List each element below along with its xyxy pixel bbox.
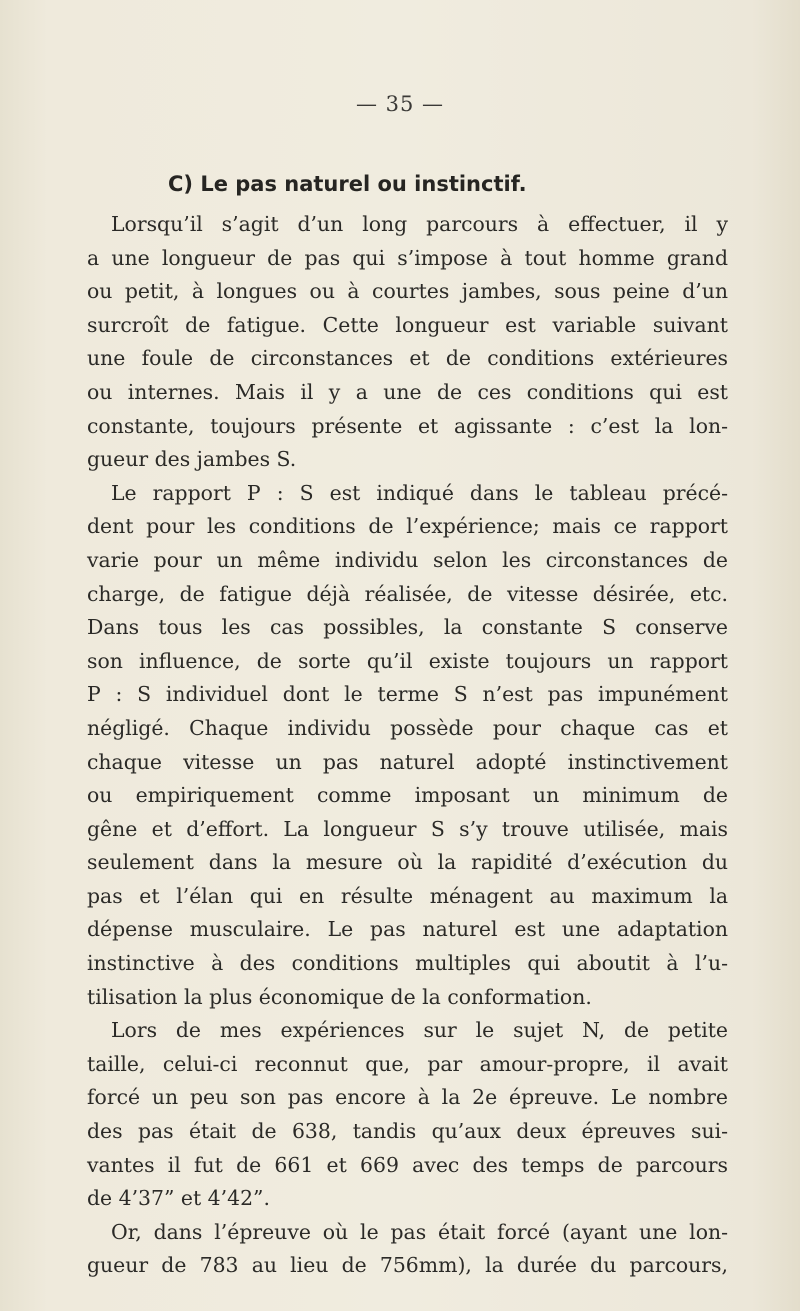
text-line: a une longueur de pas qui s’impose à tout homme grand <box>87 245 728 270</box>
text-line: pas et l’élan qui en résulte ménagent au maximum la <box>87 883 728 908</box>
text-line: une foule de circonstances et de conditions extérieures <box>87 346 728 371</box>
paragraph <box>63 1014 728 1216</box>
text-line: Lorsqu’il s’agit d’un long parcours à effectuer, il y <box>111 212 728 236</box>
text-line: ou petit, à longues ou à courtes jambes, sous peine d’un <box>87 279 728 304</box>
text-line: ou internes. Mais il y a une de ces conditions qui est <box>87 379 728 404</box>
text-line: des pas était de 638, tandis qu’aux deux épreuves sui- <box>87 1119 728 1144</box>
text-line: chaque vitesse un pas naturel adopté instinctivement <box>87 749 728 774</box>
text-line: dépense musculaire. Le pas naturel est une adaptation <box>87 917 728 942</box>
text-line: surcroît de fatigue. Cette longueur est variable suivant <box>87 312 728 337</box>
body-text <box>63 208 728 1283</box>
text-line: constante, toujours présente et agissante : c’est la lon- <box>87 413 728 438</box>
paragraph <box>63 208 728 477</box>
text-line: négligé. Chaque individu possède pour chaque cas et <box>87 715 728 740</box>
text-line: Lors de mes expériences sur le sujet N, de petite <box>111 1018 728 1043</box>
text-line: P : S individuel dont le terme S n’est pas impunément <box>87 682 728 707</box>
text-line: charge, de fatigue déjà réalisée, de vitesse désirée, etc. <box>87 581 728 606</box>
section-heading: C) Le pas naturel ou instinctif. <box>168 172 527 196</box>
text-line: gêne et d’effort. La longueur S s’y trouve utilisée, mais <box>87 816 728 841</box>
page-number: — 35 — <box>355 92 445 116</box>
text-line: Or, dans l’épreuve où le pas était forcé (ayant une lon- <box>111 1219 728 1244</box>
text-line: tilisation la plus économique de la conformation. <box>87 984 592 1009</box>
text-line: Dans tous les cas possibles, la constante S conserve <box>87 615 728 640</box>
paragraph <box>63 1216 728 1283</box>
text-line: forcé un peu son pas encore à la 2e épreuve. Le nombre <box>87 1085 728 1110</box>
paragraph <box>63 477 728 1015</box>
text-line: son influence, de sorte qu’il existe toujours un rapport <box>87 648 728 673</box>
text-line: Le rapport P : S est indiqué dans le tableau précé- <box>111 480 728 505</box>
text-line: de 4’37” et 4’42”. <box>87 1186 270 1211</box>
text-line: instinctive à des conditions multiples qui aboutit à l’u- <box>87 951 728 976</box>
text-line: ou empiriquement comme imposant un minimum de <box>87 783 728 808</box>
text-line: taille, celui-ci reconnut que, par amour-propre, il avait <box>87 1051 728 1076</box>
text-line: gueur de 783 au lieu de 756mm), la durée du parcours, <box>87 1253 728 1278</box>
text-line: varie pour un même individu selon les circonstances de <box>87 547 728 572</box>
text-line: seulement dans la mesure où la rapidité d’exécution du <box>87 850 728 875</box>
text-line: gueur des jambes S. <box>87 447 297 472</box>
text-line: vantes il fut de 661 et 669 avec des temps de parcours <box>87 1152 728 1177</box>
text-line: dent pour les conditions de l’expérience; mais ce rapport <box>87 514 728 539</box>
